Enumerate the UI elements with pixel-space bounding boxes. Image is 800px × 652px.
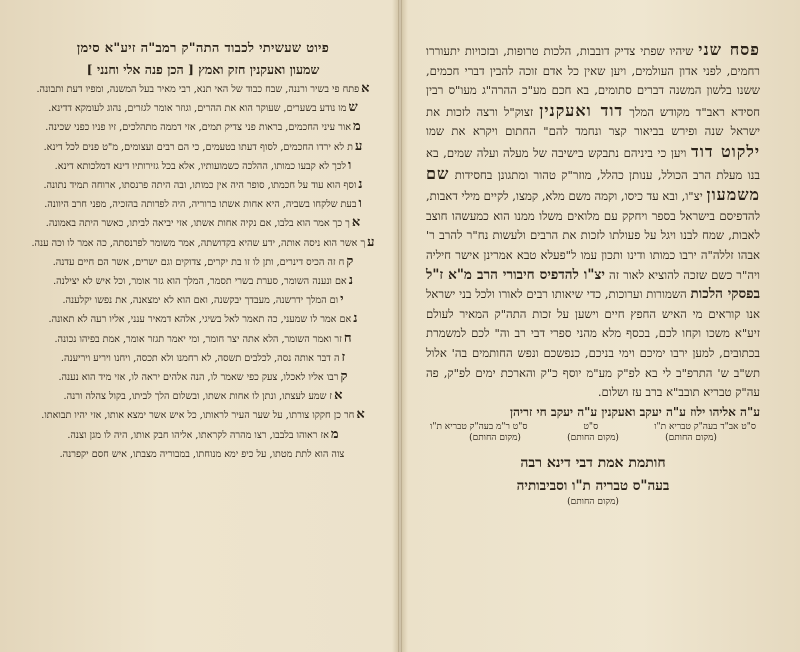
seal-placeholder: (מקום החותם) bbox=[665, 432, 717, 443]
poem-stanza bbox=[30, 447, 376, 461]
stanza-initial: י bbox=[340, 292, 344, 308]
book-title-highlight: ילקוט דוד bbox=[691, 141, 761, 161]
court-seal-placeholder: (מקום החותם) bbox=[567, 496, 619, 507]
poem-stanza bbox=[30, 293, 376, 307]
seal-placeholders bbox=[426, 432, 760, 443]
poem-stanza bbox=[30, 428, 376, 442]
stanza-initial: א bbox=[361, 81, 370, 96]
left-page bbox=[0, 0, 398, 652]
stanza-initial: נ bbox=[358, 177, 363, 193]
poem-stanza bbox=[30, 216, 376, 230]
stanza-initial: ז bbox=[341, 349, 346, 365]
poem-stanza bbox=[30, 312, 376, 326]
signatory-title: ס"ט bbox=[583, 421, 599, 432]
stanza-initial: א bbox=[334, 388, 343, 404]
stanza-text: ה דבר אותה נסה, לכלבים תשסה, לא רחמנו ולא תכסה, ויחנו ויריע ויריענה. bbox=[60, 352, 340, 364]
body-part-2: זצוק"ל ורצה לזכות את ישראל שנה ופירש בביאור קצר ונחמד להם" החתום ויקרא את שמו bbox=[426, 104, 760, 139]
stanza-text: פתח פי בשיר ורננה, שבח כבוד של האי תנא, רבי מאיר בעל המשנה, ומפיו דעת ותבונה. bbox=[36, 84, 360, 95]
poem-stanza bbox=[30, 389, 376, 403]
court-stamp-line-2: בעה"ס טבריה ת"ו וסביבותיה bbox=[516, 477, 670, 494]
stanza-text: ח זה הכיס דינרים, ותן לו זו בת יקרים, צדוקים וגם ישרים, אשר הם חיים עדנה. bbox=[52, 256, 345, 268]
body-part-4: יצ"ו, ובא עד כיסו, וקמה משם מלא, קמצו, לקיים מילי דאבות, להדפיסם בישראל בספר ויחקק עם מלואים משלו ממנו הוא כמעשהו חוצב לאבות, שמח לבנו ויגל על פעולתו לזכות את הרבים ולעשות נח"ר להרב ר' אבהו זללה"ה ירבו כמותו ודינו ותכון עמו ל"פעלא טבא אמרינן אישר חיליה ויה"ר כשם שזכה להוציא לאור זה bbox=[426, 189, 760, 282]
stanza-text: ת לא ירדו החכמים, לסוף דעתו בטעמים, כי הם רבים ועצומים, מ"ט פנים לכל דינא. bbox=[43, 141, 354, 153]
poem-stanza bbox=[30, 120, 376, 134]
stanza-text: אם אמר לו שמעני, כה תאמר לאל בשיגי, אלהא דמאיר ענני, אליו רעה לא תאונה. bbox=[48, 314, 352, 326]
body-part-3: ויען כי ביניהם נתבקש בישיבה של מעלה ועלה שמים, בא בנו מעלת הרב הכולל, ענותן כהלל, מוזר"ק טהור ומתגונן בחסידות bbox=[426, 145, 761, 182]
stanza-text: ום המלך ידרשנה, מעבדך יבקשנה, ואם הוא לא ימצאנה, את נפשו יקלענה. bbox=[62, 295, 339, 307]
opening-words: פסח שני bbox=[698, 40, 760, 59]
signatory-title: ס"ט ר"מ בעה"ק טבריא ת"ו bbox=[430, 421, 528, 432]
stanza-initial: מ bbox=[330, 426, 339, 442]
poem-stanza bbox=[30, 274, 376, 288]
seal-placeholder: (מקום החותם) bbox=[567, 432, 619, 443]
poem-stanza bbox=[30, 178, 376, 192]
body-part-6: והארכת ימים לפ"ק, פה עה"ק טבריא תובב"א ברב עז ושלום. bbox=[426, 365, 760, 400]
poem-stanza bbox=[30, 370, 376, 384]
stanza-text: אם ונענה השומר, סערת בשרי תסמר, המלך הוא גזר אומר, וכל איש לא יצילנה. bbox=[53, 276, 347, 288]
stanza-text: ך כך אמר הוא בלבו, אם נקיה אחות אשתו, אזי יביאה לביתו, כאשר היתה באמונה. bbox=[45, 218, 350, 230]
son-name-highlight: שם משמעון bbox=[426, 163, 761, 205]
stanza-initial: ו bbox=[358, 196, 362, 212]
approbation-text bbox=[426, 40, 760, 403]
stanza-initial: נ bbox=[348, 273, 353, 289]
right-page bbox=[402, 0, 800, 652]
stanza-text: אז ראוהו בלבבו, רצו מהרה לקראתו, אליהו חבק אותו, היה לו מגן וצנה. bbox=[67, 429, 329, 441]
poem-stanza bbox=[30, 140, 376, 154]
poem-stanza bbox=[30, 332, 376, 346]
poem-stanza bbox=[30, 197, 376, 211]
poem-stanza bbox=[30, 408, 376, 422]
rabbi-name-highlight: דוד ואעקנין bbox=[539, 100, 624, 120]
stanza-initial: ח bbox=[343, 330, 352, 346]
signatories-line: ע"ה אליהו ילוז ע"ה יעקב ואעקנין ע"ה יעקב חי זריהן bbox=[509, 404, 760, 419]
signatory-title: ס"ט אב"ד בעה"ק טבריא ת"ו bbox=[654, 421, 756, 432]
poem-stanza bbox=[30, 82, 376, 96]
stanza-initial: ע bbox=[355, 138, 363, 154]
seal-placeholder: (מקום החותם) bbox=[469, 432, 521, 443]
stanza-text: מו נודע בשערים, שעוקר הוא את ההרים, וגוזר אומר לגזרים, נהוג לעומקא דדינא. bbox=[48, 103, 347, 115]
stanza-text: בעת שלקחו בשביה, היא אחות אשתו ברוריה, היה לפדותה בהזכיה, מפני חרב היוונה. bbox=[44, 199, 357, 211]
stanza-text: צוה הוא לתת מטתו, על כיפ ימא מנוחתו, במבוריה מצבתו, איש חסם יקפרנה. bbox=[59, 448, 345, 460]
poem-stanza bbox=[30, 101, 376, 115]
stanza-text: זר ואמר השומר, הלא אתה יצר חומר, ומי יאמר תגזר אומר, אמת בפיהו נכונה. bbox=[54, 333, 342, 345]
body-part-1: שיהיו שפתי צדיק דובבות, הלכות טרופות, ובזכויות יתעוררו רחמים, לפני אדון העולמים, ויען שאין כל אדם זוכה להבין דברי חכמים, ששנו בלשון המשנה דברים סתומים, בא חכם מע"כ ההרה"ג מעו"ס רבין חסידא ראב"ד מקודש המלך bbox=[426, 44, 761, 119]
stanza-text: חר כן חקקו צורתו, על שער העיר לראותו, כל איש אשר ימצא אותו, אזי יהיו תבואתו. bbox=[41, 410, 355, 422]
body-part-5: השמורות וערוכות, כדי שיאותו רבים לאורו ולכל בני ישראל אנו קוראים מי האיש החפץ חיים וישען על זכות התה"ק המאיר לעולם זיע"א משכו וקחו לכם, בכסף מלא מהני ספרי דבי רב וה" לכם למשמרת בכתובים, למען ירבו ימיכם וימי בניכם, כנפשכם ונפש החותמים בה' אלול תש"ב ש' התרפ"ב לי בא לפ"ק מע"מ יוסף כ"ק bbox=[426, 287, 761, 380]
stanza-text: אור עיני החכמים, בראות פני צדיק תמים, אזי דממה מתהלכים, זיו פניו כפני שכינה. bbox=[45, 122, 352, 134]
stanza-text: ך אשר הוא ניסה אותה, ידע שהיא בקדושתה, אמר משומר לפרנסתה, כה אמר לו וכה ענה. bbox=[31, 237, 366, 249]
poem-stanza bbox=[30, 255, 376, 269]
stanza-text: לכך לא קבעו כמותו, ההלכה כשמועותיו, אלא בכל גזירותיו דינא דמלכותא דינא. bbox=[54, 160, 347, 172]
stanza-initial: מ bbox=[353, 119, 361, 135]
poem-stanza bbox=[30, 351, 376, 365]
court-stamp-line-1: חותמת אמת דבי דינא רבה bbox=[520, 454, 666, 471]
poem-stanza bbox=[30, 159, 376, 173]
book-reference: יצ"ו להדפיס חיבורי הרב מ"א ז"ל בפסקי הלכות bbox=[426, 266, 761, 303]
poem-stanza bbox=[30, 236, 376, 250]
stanza-initial: ו bbox=[348, 157, 352, 173]
stanza-initial: ש bbox=[348, 100, 358, 116]
stanza-initial: ק bbox=[346, 253, 354, 269]
stanza-initial: א bbox=[351, 215, 361, 231]
signatory-titles bbox=[426, 421, 760, 432]
stanza-text: רבו אליו לאכלו, צעק כפי שאמר לו, הנה אלהים יראה לו, אזי מיד הוא נענה. bbox=[58, 372, 339, 384]
stanza-text: וסף הוא עוד על חכמתו, סופר היה אין כמותו, ובה היתה פרנסתו, ארוחה תמיד נתונה. bbox=[43, 180, 357, 192]
poem-title: פיוט שעשיתי לכבוד התה"ק רמב"ה זיע"א סימן bbox=[76, 41, 330, 56]
stanza-initial: נ bbox=[353, 311, 358, 327]
stanza-initial: ע bbox=[367, 234, 375, 250]
poem-stanzas bbox=[30, 82, 376, 461]
stanza-initial: א bbox=[356, 407, 365, 423]
stanza-initial: ק bbox=[340, 369, 348, 385]
stanza-text: ז שמע לעצתו, ונתן לו אחות אשתו, ובשלום הלך לביתו, בקול צהלה ורנה. bbox=[63, 391, 333, 403]
poem-acrostic-subtitle: שמעון ואעקנין חזק ואמץ [ הכן פנה אלי וחנני ] bbox=[86, 62, 320, 77]
